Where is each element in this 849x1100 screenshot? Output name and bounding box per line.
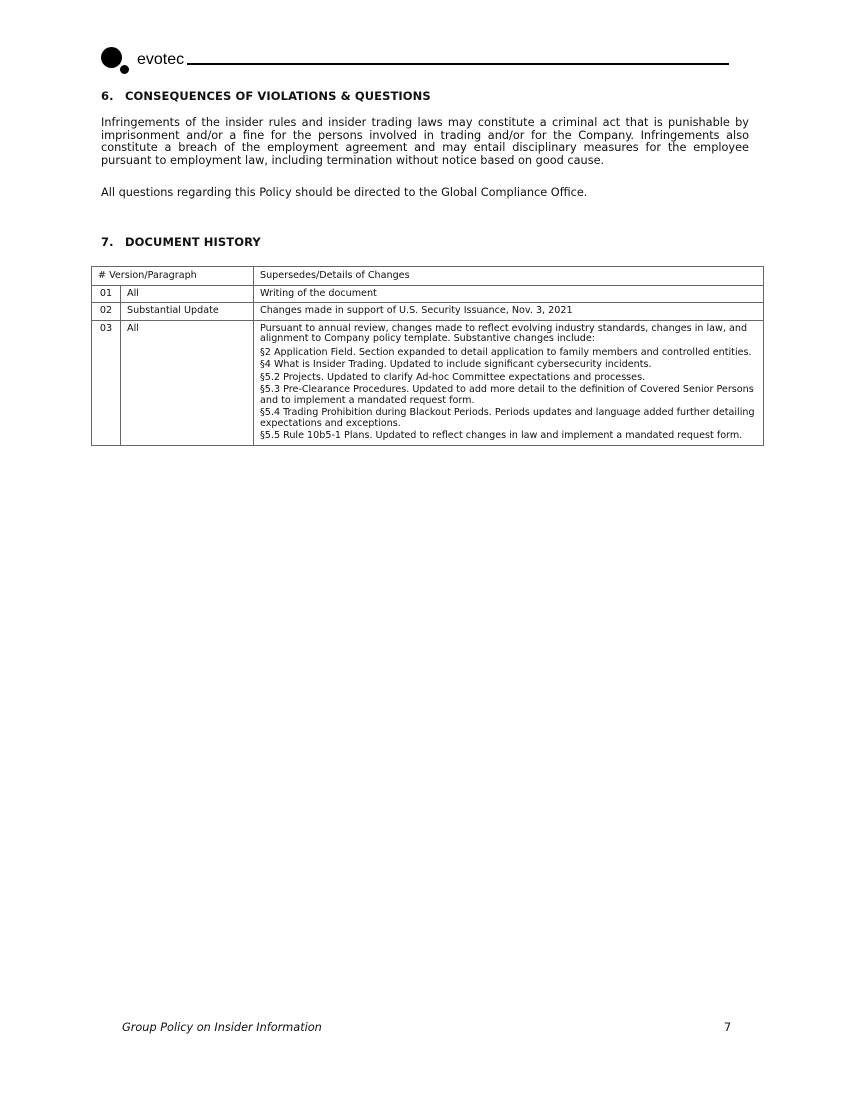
row-details [254, 320, 764, 445]
document-history-table [91, 266, 764, 446]
row-number: 01 [92, 285, 121, 303]
change-item: §2 Application Field. Section expanded to detail application to family members and controlled entities. [260, 346, 752, 358]
row-version: Substantial Update [121, 303, 254, 321]
table-row [92, 303, 764, 321]
logo-mark-dot [120, 65, 129, 74]
row-number: 02 [92, 303, 121, 321]
row-version: All [121, 285, 254, 303]
header-version: # Version/Paragraph [92, 267, 254, 286]
logo-mark [101, 47, 122, 68]
section-6-paragraph-2: All questions regarding this Policy should be directed to the Global Compliance Office. [101, 186, 588, 199]
change-item: §5.4 Trading Prohibition during Blackout Periods. Periods updates and language added further detailing expectations and exceptions. [260, 407, 755, 429]
page-header [101, 44, 731, 76]
footer-page-number: 7 [724, 1021, 732, 1034]
row-version: All [121, 320, 254, 445]
logo-text: evotec [137, 51, 185, 68]
section-7-heading [101, 235, 261, 249]
section-7-title: DOCUMENT HISTORY [125, 235, 261, 249]
change-item: §5.3 Pre-Clearance Procedures. Updated to add more detail to the definition of Covered Senior Persons and to implement a mandated request form. [260, 384, 754, 406]
row-details: Changes made in support of U.S. Security Issuance, Nov. 3, 2021 [254, 303, 764, 321]
table-row [92, 320, 764, 445]
row-number: 03 [92, 320, 121, 445]
row-details: Writing of the document [254, 285, 764, 303]
footer-document-title: Group Policy on Insider Information [122, 1021, 322, 1034]
section-6-number: 6. [101, 89, 114, 103]
section-6-title: CONSEQUENCES OF VIOLATIONS & QUESTIONS [125, 89, 431, 103]
header-details: Supersedes/Details of Changes [254, 267, 764, 286]
table-header-row [92, 267, 764, 286]
row-details-intro: Pursuant to annual review, changes made to reflect evolving industry standards, changes in law, and alignment to Company policy template. Substantive changes include: [260, 322, 748, 344]
change-item: §5.2 Projects. Updated to clarify Ad-hoc Committee expectations and processes. [260, 371, 646, 383]
header-rule [187, 63, 729, 65]
section-7-number: 7. [101, 235, 114, 249]
change-item: §4 What is Insider Trading. Updated to include significant cybersecurity incidents. [260, 359, 652, 370]
section-6-paragraph-1: Infringements of the insider rules and insider trading laws may constitute a criminal act that is punishable by imprisonment and/or a fine for the persons involved in trading and/or for the Company. Infringements also constitute a breach of the employment agreement and may entail disciplinary measures for the employee pursuant to employment law, including termination without notice based on good cause. [101, 116, 749, 167]
section-6-heading [101, 89, 431, 103]
table-row [92, 285, 764, 303]
change-item: §5.5 Rule 10b5-1 Plans. Updated to reflect changes in law and implement a mandated request form. [260, 430, 743, 441]
